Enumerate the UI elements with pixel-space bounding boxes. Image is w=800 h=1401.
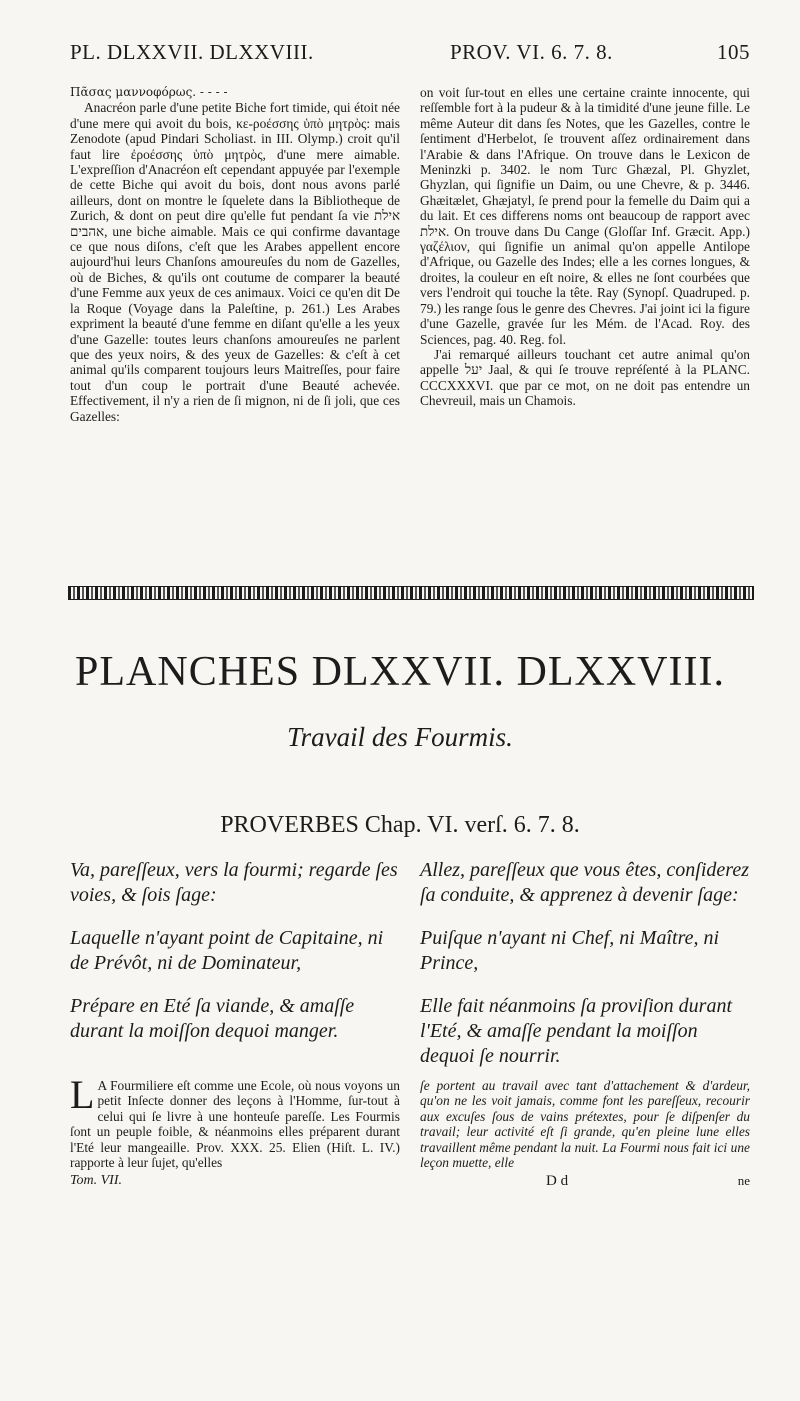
- commentary: [70, 1072, 750, 1218]
- upper-text-columns: [70, 85, 750, 585]
- signature-mark: D d: [546, 1173, 569, 1189]
- verse-8-left: Prépare en Eté ſa viande, & amaſſe durant la moiſſon dequoi manger.: [70, 995, 355, 1042]
- verses-left-column: [70, 858, 400, 1062]
- verses-right-column: [420, 858, 750, 1087]
- plates-title: PLANCHES DLXXVII. DLXXVIII.: [75, 649, 725, 695]
- greek-heading-line: Πᾶσας μαννοφόρως. - - - -: [70, 85, 228, 99]
- commentary-right-column: [420, 1078, 750, 1170]
- plates-subtitle: Travail des Fourmis.: [287, 722, 513, 752]
- commentary-left-text: A Fourmiliere eſt comme une Ecole, où nous voyons un petit Inſecte donner des leçons à l'Homme, ſur-tout à celui qui ſe livre à une honteuſe pareſſe. Les Fourmis ſont un peuple foible, & néanmoins elles préparent durant l'Eté leur mangeaille. Prov. XXX. 25. Elien (Hiſt. L. IV.) rapporte à leur ſujet, qu'elles: [70, 1078, 400, 1171]
- chamois-paragraph: J'ai remarqué ailleurs touchant cet autre animal qu'on appelle יעל Jaal, & qui ſe trouve repréſenté à la PLANC. CCCXXXVI. que par ce mot, on ne doit pas entendre un Chevreuil, mais un Chamois.: [420, 346, 750, 409]
- verse-8-right: Elle fait néanmoins ſa proviſion durant l'Eté, & amaſſe pendant la moiſſon dequoi ſe nourrir.: [420, 995, 733, 1067]
- ornamental-border: [68, 586, 754, 600]
- commentary-left-column: [70, 1072, 400, 1171]
- header-plates: PL. DLXXVII. DLXXVIII.: [70, 40, 314, 64]
- volume-mark: Tom. VII.: [70, 1173, 122, 1188]
- header-reference: PROV. VI. 6. 7. 8.: [450, 40, 613, 64]
- proverbes-heading: PROVERBES Chap. VI. verſ. 6. 7. 8.: [220, 812, 580, 838]
- verse-6-right: Allez, pareſſeux que vous êtes, conſiderez ſa conduite, & apprenez à devenir ſage:: [420, 859, 749, 906]
- running-header: [70, 40, 750, 70]
- verse-6-left: Va, pareſſeux, vers la fourmi; regarde ſes voies, & ſois ſage:: [70, 859, 398, 906]
- drop-cap: L: [70, 1072, 95, 1117]
- catchword: ne: [737, 1173, 750, 1188]
- commentary-right-text: ſe portent au travail avec tant d'attachement & d'ardeur, qu'on ne les voit jamais, comme font les pareſſeux, recourir aux excuſes ſous de vains prétextes, pour ſe diſpenſer du travail; leur activité eſt ſi grande, qu'en pleine lune elles travaillent même pendant la nuit. La Fourmi nous fait ici une leçon muette, elle: [420, 1078, 750, 1171]
- right-column: [420, 85, 750, 409]
- anacreon-paragraph: Anacréon parle d'une petite Biche fort timide, qui étoit née d'une mere qui avoit du bois, κε-ροέσσης ὑπὸ μητρὸς: mais Zenodote (apud Pindari Scholiast. in III. Olymp.) croit qu'il faut lire ἐροέσσης ὑπὸ μητρὸς, d'une mere aimable. L'expreſſion d'Anacréon eſt cependant appuyée par l'exemple de cette Biche qui avoit du bois, dont nous avons parlé ailleurs, dont on montre le ſquelete dans la Bibliotheque de Zurich, & dont on peut dire qu'elle fut pendant ſa vie אילת אהבים, une biche aimable. Mais ce qui confirme davantage ce que nous diſons, c'eſt que les Arabes appellent encore aujourd'hui leurs Chanſons amoureuſes du nom de Gazelles, où de Biches, & qu'ils ont coutume de comparer la beauté d'une Femme aux yeux de ces animaux. Voici ce qu'en dit De la Roque (Voyage dans la Paleſtine, p. 261.) Les Arabes expriment la beauté d'une femme en diſant qu'elle a les yeux d'une Gazelle: toutes leurs chanſons amoureuſes ne parlent que des yeux noirs, & des yeux de Gazelles: & c'eſt à cet animal qu'ils comparent toujours leurs Maitreſſes, pour faire tout d'un coup le portrait d'une Beauté achevée. Effectivement, il n'y a rien de ſi mignon, ni de ſi joli, que ces Gazelles:: [70, 100, 400, 424]
- left-column: [70, 85, 400, 424]
- page-number: 105: [717, 40, 750, 64]
- page-footer: [70, 1173, 750, 1193]
- gazelle-paragraph: on voit ſur-tout en elles une certaine crainte innocente, qui reſſemble fort à la pudeur & à la timidité d'une jeune fille. Le même Auteur dit dans ſes Notes, que les Gazelles, contre le ſentiment d'Herbelot, ſe trouvent aſſez ordinairement dans l'Arabie & dans l'Afrique. On trouve dans le Lexicon de Meninzki p. 3402. le nom Turc Ghæzal, Pl. Ghyzlet, Ghyzlan, qui ſignifie un Daim, ou une Chevre, & p. 3446. Ghæitælet, Ghæjatyl, ſe prend pour la femelle du Daim qui a du lait. Et ces differens noms ont beaucoup de rapport avec אילת. On trouve dans Du Cange (Gloſſar Inf. Græcit. App.) γαζέλιον, qui ſignifie un animal qu'on appelle Antilope d'Afrique, ou Gazelle des Indes; elle a les cornes longues, & droites, la couleur en eſt noire, & elles ne ſont courbées que vers l'endroit qui touche la tête. Ray (Synopſ. Quadruped. p. 79.) les range ſous le genre des Chevres. J'ai joint ici la figure d'une Gazelle, gravée ſur les Mém. de l'Acad. Roy. des Sciences, pag. 40. Reg. fol.: [420, 85, 750, 347]
- verse-7-left: Laquelle n'ayant point de Capitaine, ni de Prévôt, ni de Dominateur,: [70, 927, 384, 974]
- bible-verses: [70, 858, 750, 1068]
- verse-7-right: Puiſque n'ayant ni Chef, ni Maître, ni Prince,: [420, 927, 720, 974]
